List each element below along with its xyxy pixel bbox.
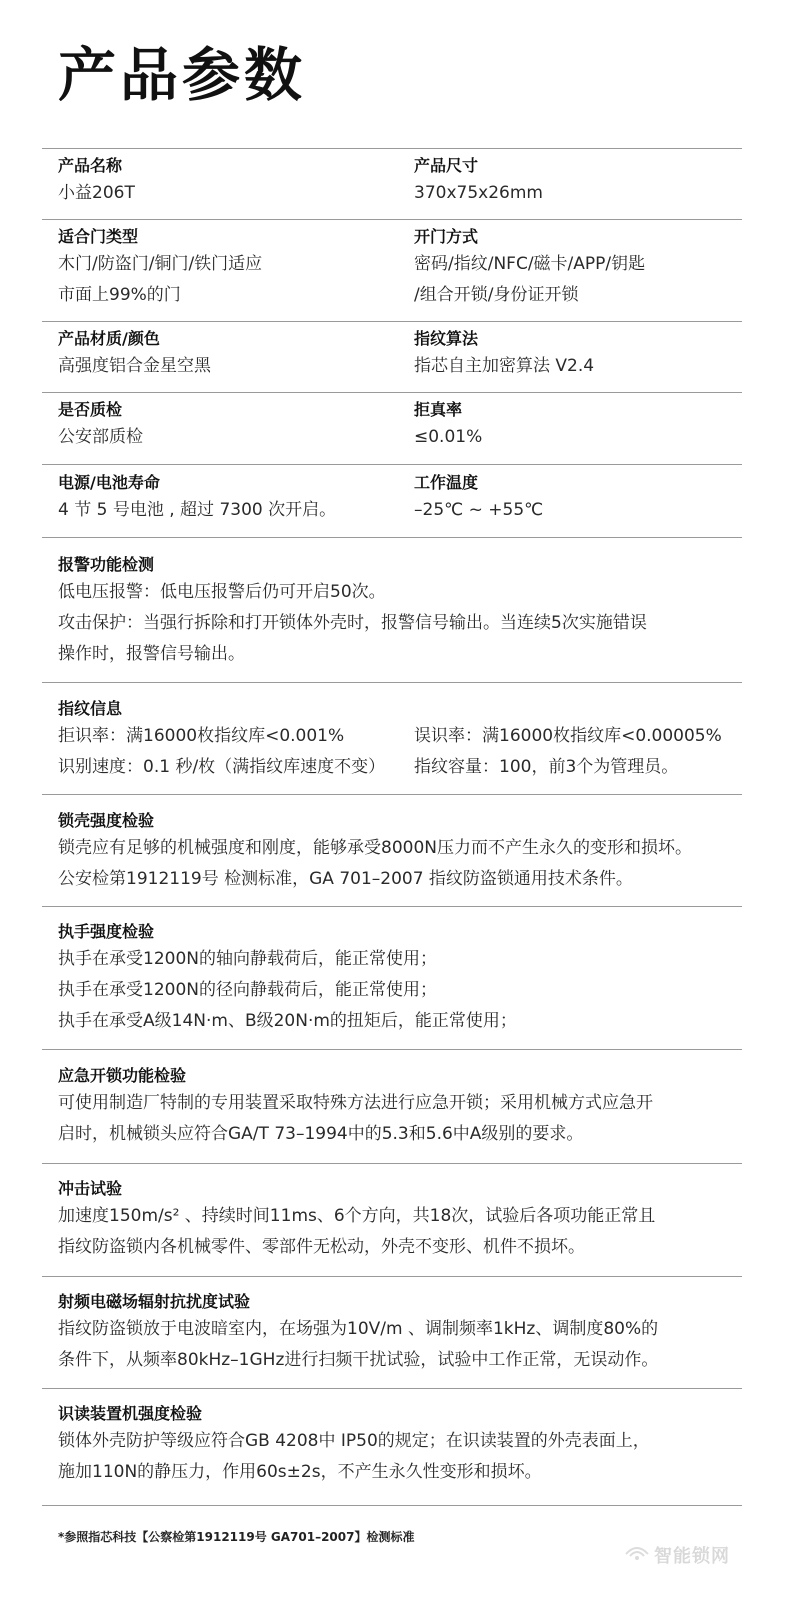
fingerprint-item: 误识率：满16000枚指纹库<0.00005% [414, 726, 722, 746]
rf-immunity-section [58, 1290, 742, 1376]
alarm-section [58, 553, 742, 670]
divider [42, 1049, 742, 1050]
spec-label: 开门方式 [414, 227, 479, 246]
section-line: 锁体外壳防护等级应符合GB 4208中 IP50的规定；在识读装置的外壳表面上， [58, 1431, 650, 1451]
spec-cell [58, 471, 398, 526]
spec-label: 产品材质/颜色 [58, 329, 160, 348]
spec-value: 370x75x26mm [414, 183, 543, 203]
watermark-text: 智能锁网 [654, 1546, 730, 1567]
spec-label: 产品名称 [58, 156, 123, 175]
divider [42, 219, 742, 220]
spec-value: 小益206T [58, 183, 135, 203]
spec-cell [58, 154, 398, 209]
section-label: 执手强度检验 [58, 922, 155, 941]
divider [42, 392, 742, 393]
spec-value: 木门/防盗门/铜门/铁门适应 [58, 254, 263, 274]
divider [42, 1388, 742, 1389]
fingerprint-item: 拒识率：满16000枚指纹库<0.001% [58, 726, 345, 746]
footnote: *参照指芯科技【公察检第1912119号 GA701–2007】检测标准 [58, 1530, 415, 1544]
fingerprint-item: 识别速度：0.1 秒/枚（满指纹库速度不变） [58, 757, 386, 777]
section-line: 执手在承受A级14N·m、B级20N·m的扭矩后，能正常使用； [58, 1011, 517, 1031]
spec-cell [414, 471, 744, 526]
section-label: 报警功能检测 [58, 555, 155, 574]
spec-cell [414, 225, 744, 311]
spec-cell [414, 154, 744, 209]
divider [42, 682, 742, 683]
section-line: 执手在承受1200N的轴向静载荷后，能正常使用； [58, 949, 437, 969]
section-line: 执手在承受1200N的径向静载荷后，能正常使用； [58, 980, 437, 1000]
spec-value: 高强度铝合金星空黑 [58, 356, 211, 376]
divider [42, 794, 742, 795]
divider [42, 537, 742, 538]
spec-label: 电源/电池寿命 [58, 473, 160, 492]
section-label: 射频电磁场辐射抗扰度试验 [58, 1292, 251, 1311]
divider [42, 464, 742, 465]
spec-label: 是否质检 [58, 400, 123, 419]
watermark [624, 1530, 754, 1570]
section-label: 锁壳强度检验 [58, 811, 155, 830]
spec-value: /组合开锁/身份证开锁 [414, 285, 579, 305]
divider [42, 1505, 742, 1506]
section-label: 指纹信息 [58, 699, 123, 718]
handle-strength-section [58, 920, 742, 1037]
spec-label: 指纹算法 [414, 329, 479, 348]
section-line: 指纹防盗锁放于电波暗室内，在场强为10V/m 、调制频率1kHz、调制度80%的 [58, 1319, 659, 1339]
section-line: 启时，机械锁头应符合GA/T 73–1994中的5.3和5.6中A级别的要求。 [58, 1124, 584, 1144]
section-line: 攻击保护：当强行拆除和打开锁体外壳时，报警信号输出。当连续5次实施错误 [58, 613, 647, 633]
reader-strength-section [58, 1402, 742, 1488]
section-line: 锁壳应有足够的机械强度和刚度，能够承受8000N压力而不产生永久的变形和损坏。 [58, 838, 692, 858]
spec-value: 公安部质检 [58, 427, 143, 447]
spec-cell [58, 225, 398, 311]
page-title: 产品参数 [58, 41, 307, 109]
section-line: 可使用制造厂特制的专用装置采取特殊方法进行应急开锁；采用机械方式应急开 [58, 1093, 653, 1113]
section-line: 加速度150m/s² 、持续时间11ms、6个方向，共18次，试验后各项功能正常且 [58, 1206, 656, 1226]
spec-cell [58, 398, 398, 453]
section-line: 公安检第1912119号 检测标准，GA 701–2007 指纹防盗锁通用技术条件。 [58, 869, 633, 889]
divider [42, 1276, 742, 1277]
spec-label: 工作温度 [414, 473, 479, 492]
divider [42, 1163, 742, 1164]
fingerprint-row [58, 721, 742, 752]
fingerprint-row [58, 752, 742, 783]
section-line: 施加110N的静压力，作用60s±2s，不产生永久性变形和损坏。 [58, 1462, 542, 1482]
spec-value: –25℃ ~ +55℃ [414, 500, 544, 520]
section-label: 冲击试验 [58, 1179, 123, 1198]
watermark-logo-icon [624, 1540, 650, 1562]
section-line: 指纹防盗锁内各机械零件、零部件无松动，外壳不变形、机件不损坏。 [58, 1237, 585, 1257]
section-label: 应急开锁功能检验 [58, 1066, 187, 1085]
spec-value: 4 节 5 号电池 , 超过 7300 次开启。 [58, 500, 337, 520]
section-line: 低电压报警：低电压报警后仍可开启50次。 [58, 582, 386, 602]
spec-cell [414, 398, 744, 453]
spec-label: 适合门类型 [58, 227, 139, 246]
shell-strength-section [58, 809, 742, 895]
impact-test-section [58, 1177, 742, 1263]
spec-cell [58, 327, 398, 382]
section-line: 条件下，从频率80kHz–1GHz进行扫频干扰试验，试验中工作正常，无误动作。 [58, 1350, 659, 1370]
spec-label: 拒真率 [414, 400, 463, 419]
section-line: 操作时，报警信号输出。 [58, 644, 245, 664]
spec-value: 市面上99%的门 [58, 285, 181, 305]
spec-value: 密码/指纹/NFC/磁卡/APP/钥匙 [414, 254, 646, 274]
divider [42, 148, 742, 149]
divider [42, 906, 742, 907]
section-label: 识读装置机强度检验 [58, 1404, 203, 1423]
spec-cell [414, 327, 744, 382]
fingerprint-item: 指纹容量：100，前3个为管理员。 [414, 757, 679, 777]
spec-value: ≤0.01% [414, 427, 483, 447]
fingerprint-section [58, 697, 742, 783]
divider [42, 321, 742, 322]
emergency-unlock-section [58, 1064, 742, 1150]
spec-value: 指芯自主加密算法 V2.4 [414, 356, 595, 376]
spec-label: 产品尺寸 [414, 156, 479, 175]
